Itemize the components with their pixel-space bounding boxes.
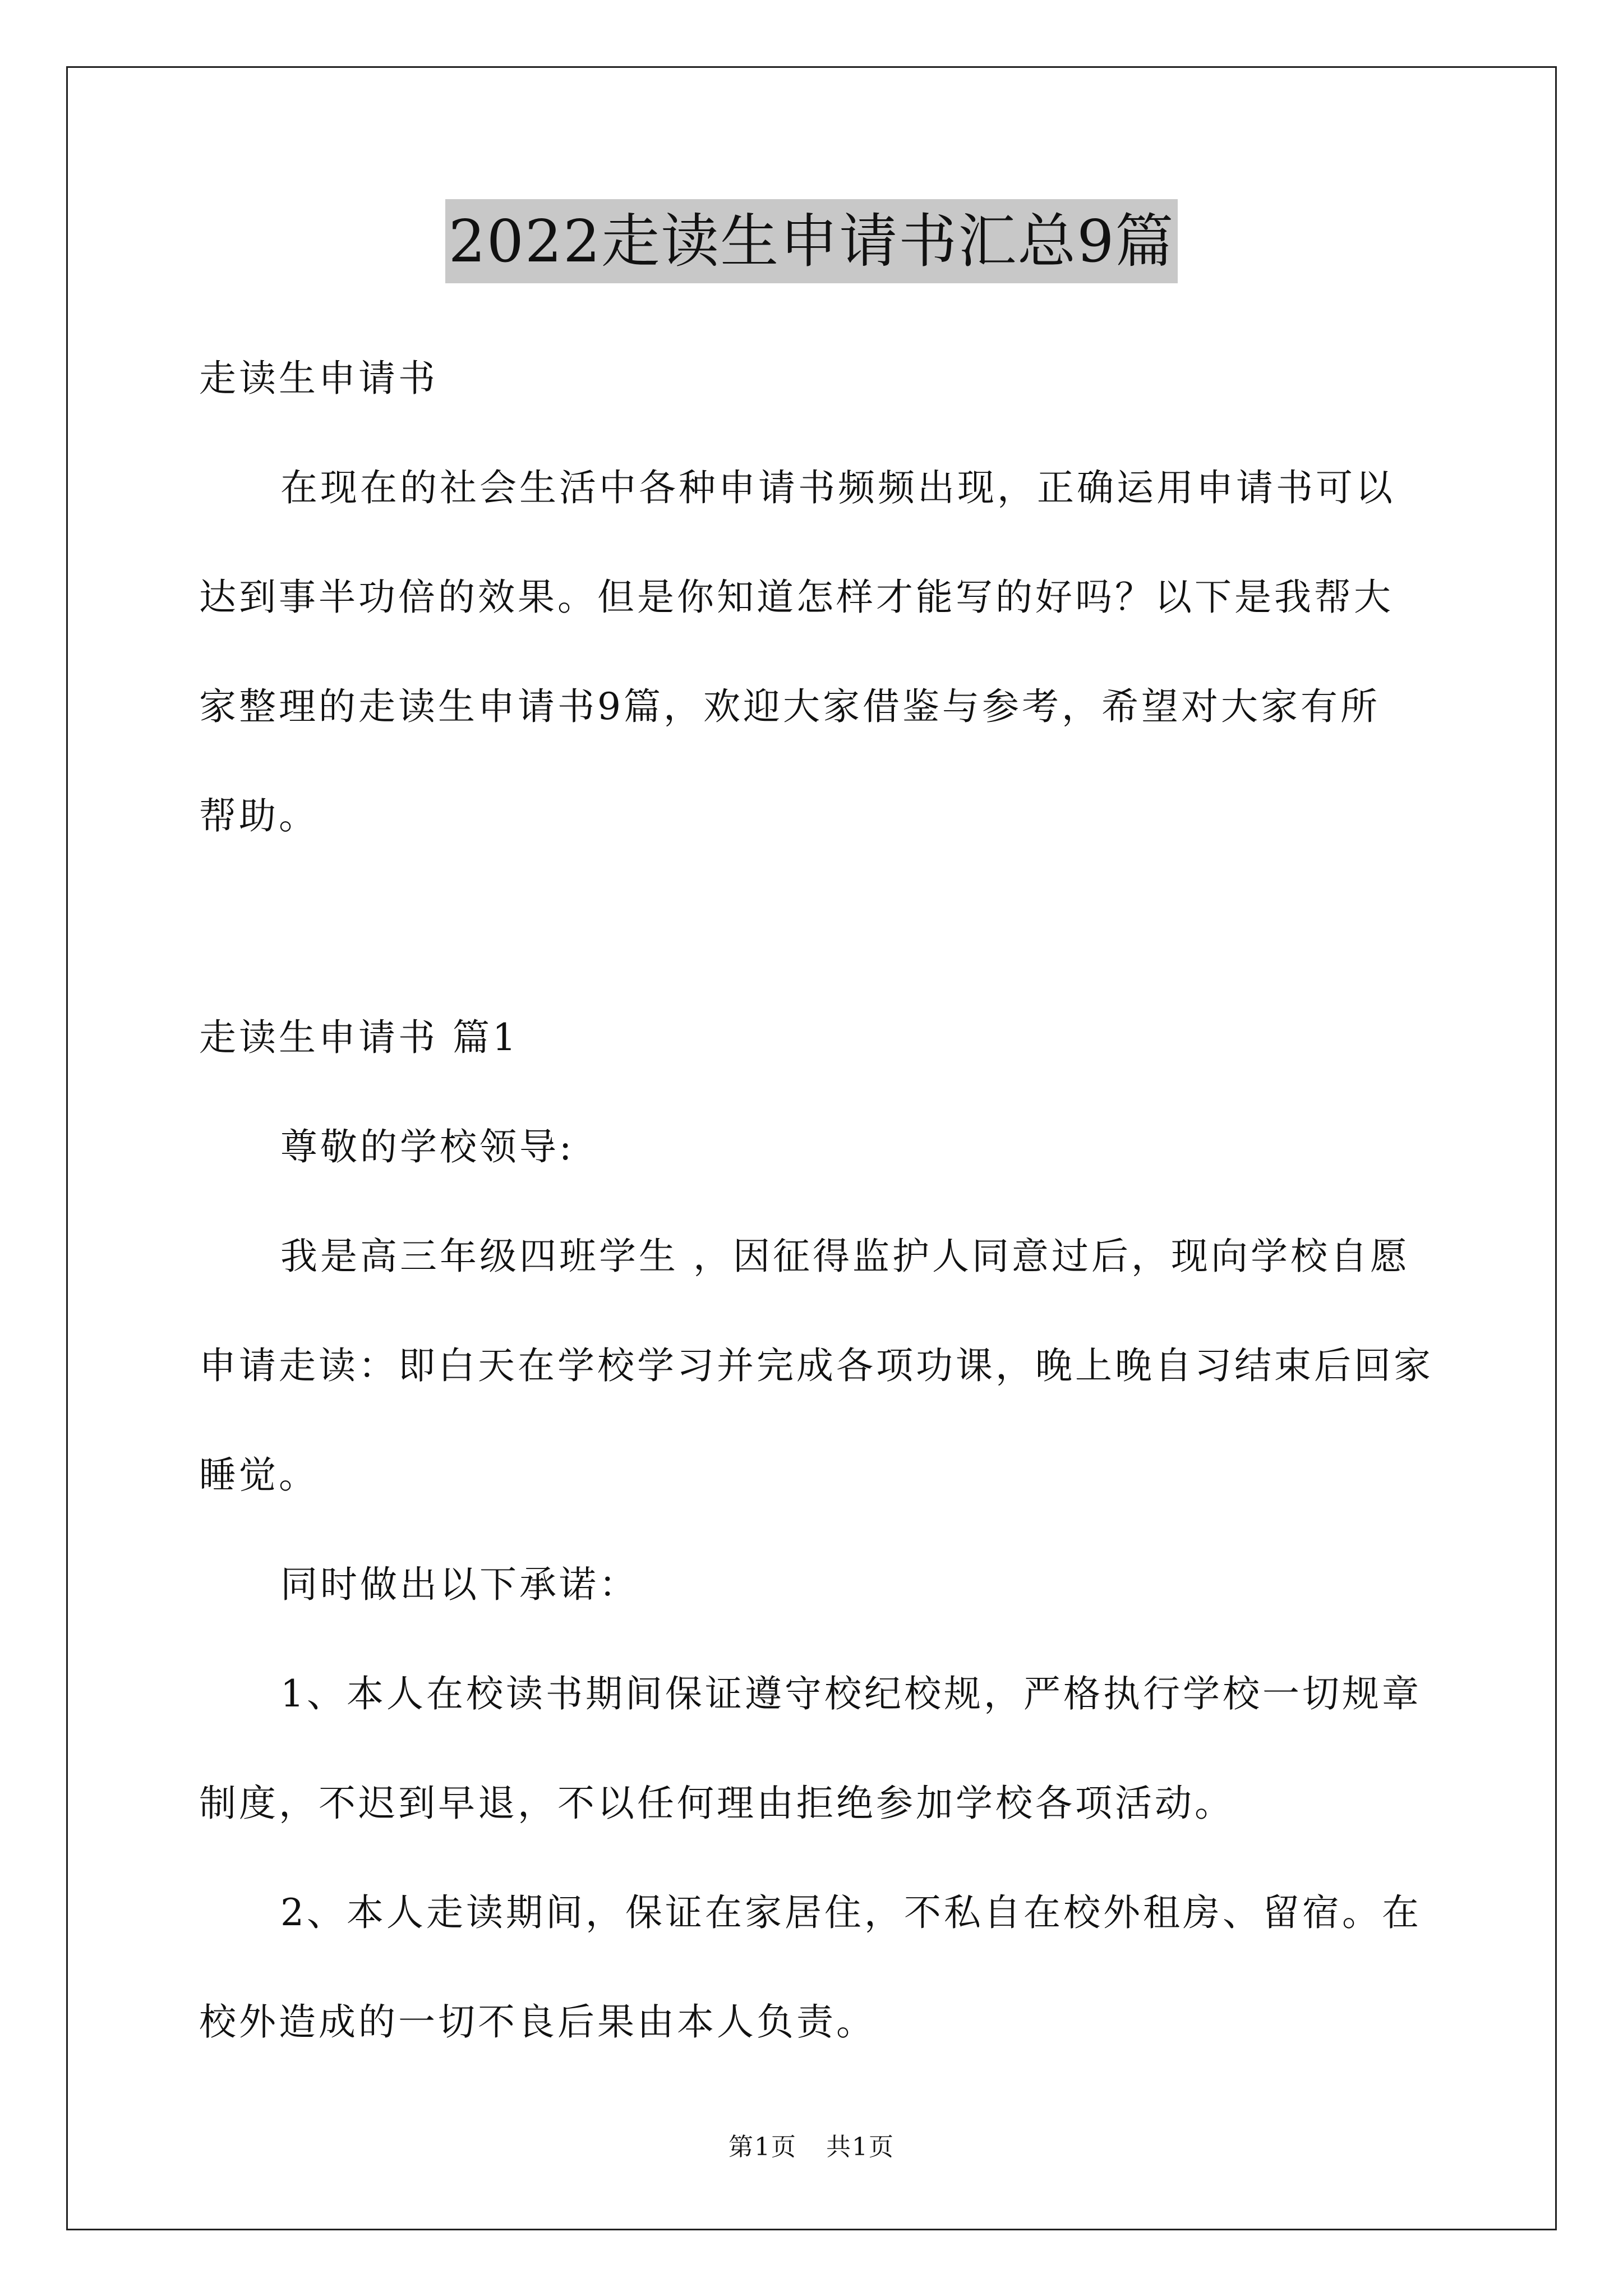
page-number-current: 第1页 — [728, 2133, 797, 2161]
commitment-item-2-line-2: 校外造成的一切不良后果由本人负责。 — [199, 2000, 876, 2044]
page-number-total: 共1页 — [826, 2133, 895, 2161]
body-line-1: 我是高三年级四班学生 ，因征得监护人同意过后，现向学校自愿 — [280, 1235, 1410, 1278]
intro-line-2: 达到事半功倍的效果。但是你知道怎样才能写的好吗？以下是我帮大 — [199, 576, 1394, 619]
salutation: 尊敬的学校领导: — [280, 1125, 575, 1168]
commitment-item-1-line-2: 制度，不迟到早退，不以任何理由拒绝参加学校各项活动。 — [199, 1782, 1234, 1825]
intro-line-1: 在现在的社会生活中各种申请书频频出现，正确运用申请书可以 — [280, 466, 1395, 509]
intro-heading: 走读生申请书 — [199, 357, 438, 400]
page-footer — [0, 2132, 1623, 2163]
commitment-item-1-line-1: 1、本人在校读书期间保证遵守校纪校规，严格执行学校一切规章 — [280, 1672, 1422, 1715]
intro-line-3: 家整理的走读生申请书9篇，欢迎大家借鉴与参考，希望对大家有所 — [199, 685, 1380, 728]
intro-line-4: 帮助。 — [199, 794, 319, 838]
commitment-intro: 同时做出以下承诺： — [280, 1563, 639, 1606]
body-line-2: 申请走读：即白天在学校学习并完成各项功课，晚上晚自习结束后回家 — [199, 1344, 1433, 1387]
section-heading: 走读生申请书 篇1 — [199, 1016, 519, 1059]
title-container — [0, 199, 1623, 283]
commitment-item-2-line-1: 2、本人走读期间，保证在家居住，不私自在校外租房、留宿。在 — [280, 1891, 1422, 1934]
body-line-3: 睡觉。 — [199, 1453, 319, 1497]
document-title: 2022走读生申请书汇总9篇 — [445, 199, 1178, 283]
